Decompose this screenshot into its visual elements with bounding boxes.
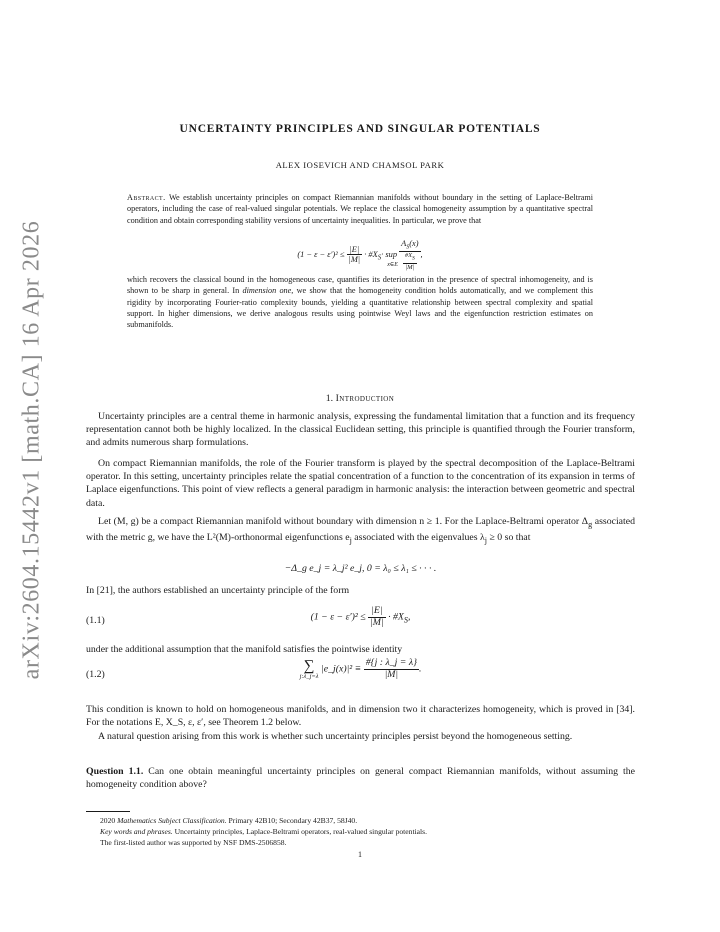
abstract-paragraph-1 (127, 192, 593, 226)
abstract-formula: (1 − ε − ε′)² ≤ $\frac{|E|}{|M|}$ · $\#X_S\cdot$ sup x∈E $\frac{A_S(x)}{\frac{\#X_S}{|M|}}$ , (297, 239, 423, 271)
equation-eigen: −Δ_g e_j = λ_j² e_j, 0 = λ₀ ≤ λ₁ ≤ · · · . (284, 563, 437, 574)
footnote-keywords: Key words and phrases. Uncertainty principles, Laplace-Beltrami operators, real-valued singular potentials. (100, 827, 428, 836)
footnote-funding: The first-listed author was supported by NSF DMS-2506858. (100, 838, 287, 847)
question-1-1: Question 1.1. Can one obtain meaningful uncertainty principles on general compact Riemannian manifolds, without assuming the homogeneity condition above? (86, 766, 635, 791)
body-paragraph-3: Let (M, g) be a compact Riemannian manifold without boundary with dimension n ≥ 1. For the Laplace-Beltrami operator $\Delta_g$ associated with the metric g, we have the L²(M)-orthonormal eigenfunctions $e_j$ associated with the eigenvalues $\lambda_j \ge 0$ so that (86, 516, 635, 546)
abstract-paragraph-2: which recovers the classical bound in the homogeneous case, quantifies its deterioration in the presence of spectral inhomogeneity, and is shown to be sharp in general. In dimension one, we show that the homogeneity condition holds automatically, and we complement this rigidity by incorporating Fourier-ratio complexity bounds, yielding a quantitative relationship between spectral complexity and spatial support. In higher dimensions, we derive analogous results using pointwise Weyl laws and the eigenfunction restriction estimates on submanifolds. (127, 275, 593, 330)
body-paragraph-4: In [21], the authors established an uncertainty principle of the form (86, 585, 350, 596)
abstract-text-1: We establish uncertainty principles on compact Riemannian manifolds without boundary in the setting of Laplace-Beltrami operators, including the case of real-valued singular potentials. We replace the classical homogeneity assumption by a quantitative spectral condition and obtain corresponding stability versions of uncertainty inequalities. In particular, we prove that (127, 193, 593, 225)
footnote-msc: 2020 Mathematics Subject Classification. Primary 42B10; Secondary 42B37, 58J40. (100, 816, 358, 825)
arxiv-id-text: arXiv:2604.15442v1 [math.CA] 16 Apr 2026 (18, 220, 45, 680)
body-paragraph-1: Uncertainty principles are a central theme in harmonic analysis, expressing the fundamental limitation that a function and its frequency representation cannot both be highly localized. In the classical Euclidean setting, this principle is quantified through the Fourier transform, and admits numerous sharp formulations. (86, 411, 635, 449)
footnote-rule (86, 811, 130, 812)
abstract-emphasis: dimension one (242, 286, 292, 296)
equation-number: (1.2) (86, 669, 105, 680)
arxiv-sidebar-stamp (12, 220, 52, 680)
equation-number: (1.1) (86, 615, 105, 626)
page-number: 1 (358, 850, 362, 859)
section-heading-introduction: 1. Introduction (325, 393, 395, 404)
body-paragraph-5: under the additional assumption that the manifold satisfies the pointwise identity (86, 644, 403, 655)
abstract-label: Abstract. (127, 193, 166, 202)
equation-1-2: (1.2) ∑ j:λ_j=λ |e_j(x)|² ≡ $\frac{\#\{j : \lambda\_j = \lambda\}}{|M|}$ . (86, 657, 422, 680)
question-label: Question 1.1. (86, 766, 144, 777)
body-paragraph-7: A natural question arising from this work is whether such uncertainty principles persist beyond the homogeneous setting. (98, 731, 573, 742)
body-paragraph-6: This condition is known to hold on homogeneous manifolds, and in dimension two it characterizes homogeneity, which is proved in [34]. For the notations E, X_S, ε, ε′, see Theorem 1.2 below. (86, 704, 635, 729)
formula-sup: · sup x∈E (381, 249, 398, 268)
formula-fraction-e-over-m: $\frac{|E|}{|M|}$ (348, 245, 361, 265)
equation-1-1: (1.1) (1 − ε − ε′)² ≤ $\frac{|E|}{|M|}$ · $\#X_S$, (86, 605, 411, 628)
paper-authors: ALEX IOSEVICH AND CHAMSOL PARK (275, 160, 445, 170)
body-paragraph-2: On compact Riemannian manifolds, the role of the Fourier transform is played by the spectral decomposition of the Laplace-Beltrami operator. In this setting, uncertainty principles relate the spatial concentration of a function to the concentration of its expansion in terms of Laplace eigenfunctions. This point of view reflects a general paradigm in harmonic analysis: the interaction between geometric and spectral data. (86, 458, 635, 509)
paper-title: UNCERTAINTY PRINCIPLES AND SINGULAR POTENTIALS (179, 123, 541, 135)
formula-fraction-as: $\frac{A_S(x)}{\frac{\#X_S}{|M|}}$ (401, 239, 419, 271)
